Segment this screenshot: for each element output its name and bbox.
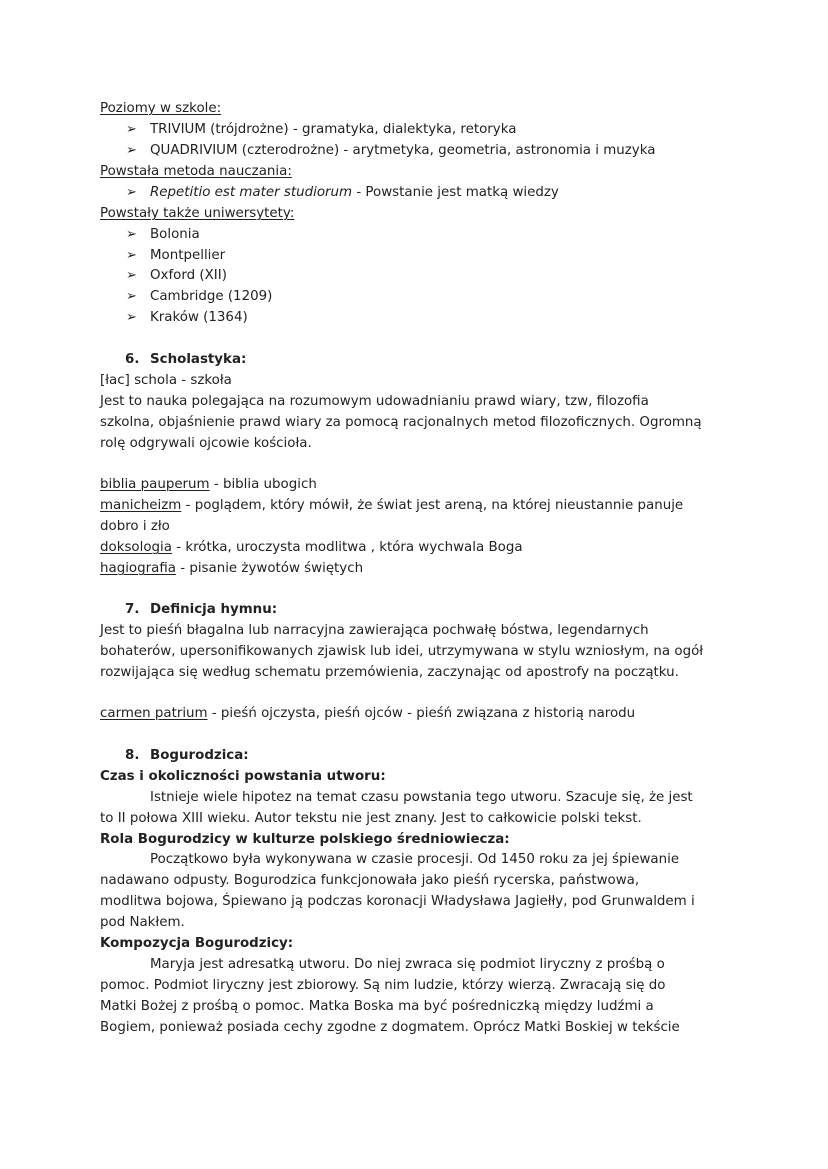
- paragraph-line: Istnieje wiele hipotez na temat czasu powstania tego utworu. Szacuje się, że jest: [150, 790, 693, 805]
- term-line: [100, 559, 363, 579]
- subheading: Rola Bogurodzicy w kulturze polskiego średniowiecza:: [100, 832, 510, 847]
- bullet-icon: ➢: [126, 185, 137, 200]
- paragraph-line: to II połowa XIII wieku. Autor tekstu nie jest znany. Jest to całkowicie polski tekst.: [100, 811, 642, 826]
- bullet-icon: ➢: [126, 122, 137, 137]
- term-definition: - biblia ubogich: [209, 477, 317, 492]
- universities-heading: Powstały także uniwersytety:: [100, 206, 295, 221]
- paragraph-line: szkolna, objaśnienie prawd wiary za pomocą racjonalnych metod filozoficznych. Ogromną: [100, 415, 702, 430]
- bullet-icon: ➢: [126, 268, 137, 283]
- list-item: QUADRIVIUM (czterodrożne) - arytmetyka, geometria, astronomia i muzyka: [150, 143, 656, 158]
- term-definition: - pieśń ojczysta, pieśń ojców - pieśń związana z historią narodu: [207, 706, 636, 721]
- term: carmen patrium: [100, 706, 208, 721]
- bullet-icon: ➢: [126, 227, 137, 242]
- list-item: TRIVIUM (trójdrożne) - gramatyka, dialektyka, retoryka: [150, 122, 517, 137]
- paragraph-line: Jest to pieśń błagalna lub narracyjna zawierająca pochwałę bóstwa, legendarnych: [100, 623, 649, 638]
- list-item: Montpellier: [150, 248, 226, 263]
- levels-heading: Poziomy w szkole:: [100, 101, 222, 116]
- term-continuation: dobro i zło: [100, 519, 170, 534]
- list-item: Bolonia: [150, 227, 200, 242]
- section-number: 8.: [125, 748, 140, 763]
- etymology: [łac] schola - szkoła: [100, 373, 232, 388]
- list-item: Cambridge (1209): [150, 289, 273, 304]
- list-item: Kraków (1364): [150, 310, 248, 325]
- term: manicheizm: [100, 498, 182, 513]
- subheading: Czas i okoliczności powstania utworu:: [100, 769, 386, 784]
- paragraph-line: Bogiem, ponieważ posiada cechy zgodne z dogmatem. Oprócz Matki Boskiej w tekście: [100, 1020, 680, 1035]
- term-definition: - pisanie żywotów świętych: [175, 561, 364, 576]
- term: hagiografia: [100, 561, 176, 576]
- term-definition: - krótka, uroczysta modlitwa , która wychwala Boga: [171, 540, 523, 555]
- paragraph-line: Początkowo była wykonywana w czasie procesji. Od 1450 roku za jej śpiewanie: [150, 852, 680, 867]
- section-number: 7.: [125, 602, 140, 617]
- paragraph-line: Jest to nauka polegająca na rozumowym udowadnianiu prawd wiary, tzw, filozofia: [100, 394, 649, 409]
- paragraph-line: rozwijająca się według schematu przemówienia, zaczynając od apostrofy na początku.: [100, 665, 679, 680]
- translation: - Powstanie jest matką wiedzy: [352, 185, 559, 200]
- bullet-icon: ➢: [126, 289, 137, 304]
- method-heading: Powstała metoda nauczania:: [100, 164, 292, 179]
- section-title: Definicja hymnu:: [150, 602, 278, 617]
- term-line: [100, 496, 683, 516]
- term: biblia pauperum: [100, 477, 210, 492]
- term: doksologia: [100, 540, 172, 555]
- term-line: [100, 475, 317, 495]
- bullet-icon: ➢: [126, 248, 137, 263]
- paragraph-line: pomoc. Podmiot liryczny jest zbiorowy. Są nim ludzie, którzy wierzą. Zwracają się do: [100, 978, 666, 993]
- section-title: Scholastyka:: [150, 352, 247, 367]
- paragraph-line: Maryja jest adresatką utworu. Do niej zwraca się podmiot liryczny z prośbą o: [150, 957, 665, 972]
- paragraph-line: pod Nakłem.: [100, 915, 185, 930]
- bullet-icon: ➢: [126, 143, 137, 158]
- list-item: Oxford (XII): [150, 268, 227, 283]
- latin-phrase: Repetitio est mater studiorum: [150, 185, 353, 200]
- list-item: [150, 183, 559, 203]
- term-line: [100, 704, 635, 724]
- section-title: Bogurodzica:: [150, 748, 249, 763]
- term-definition: - poglądem, który mówił, że świat jest areną, na której nieustannie panuje: [181, 498, 684, 513]
- paragraph-line: nadawano odpusty. Bogurodzica funkcjonowała jako pieśń rycerska, państwowa,: [100, 873, 640, 888]
- section-number: 6.: [125, 352, 140, 367]
- term-line: [100, 538, 523, 558]
- paragraph-line: modlitwa bojowa, Śpiewano ją podczas koronacji Władysława Jagiełły, pod Grunwaldem i: [100, 894, 695, 909]
- paragraph-line: Matki Bożej z prośbą o pomoc. Matka Boska ma być pośredniczką między ludźmi a: [100, 999, 654, 1014]
- subheading: Kompozycja Bogurodzicy:: [100, 936, 294, 951]
- paragraph-line: bohaterów, upersonifikowanych zjawisk lub idei, utrzymywana w stylu wzniosłym, na ogół: [100, 644, 704, 659]
- bullet-icon: ➢: [126, 310, 137, 325]
- paragraph-line: rolę odgrywali ojcowie kościoła.: [100, 436, 312, 451]
